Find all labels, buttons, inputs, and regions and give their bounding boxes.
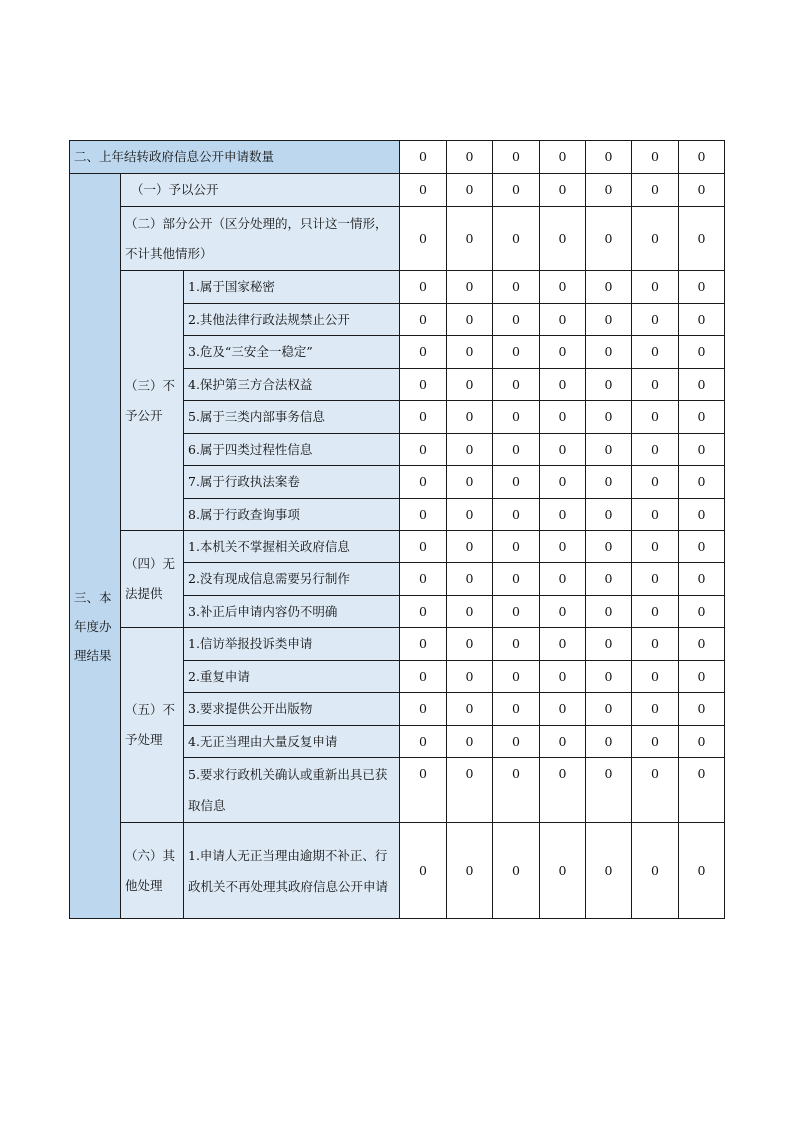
table-cell: 0 <box>540 401 586 434</box>
table-cell: 0 <box>632 304 679 336</box>
table-cell: 0 <box>679 304 725 336</box>
table-cell: 0 <box>679 141 725 174</box>
table-cell: 0 <box>632 271 679 304</box>
table-cell: 0 <box>586 336 632 369</box>
table-cell: 0 <box>447 304 493 336</box>
table-cell: 0 <box>447 499 493 531</box>
table-cell: 0 <box>679 336 725 369</box>
item-label: 5.属于三类内部事务信息 <box>184 401 400 434</box>
table-cell: 0 <box>632 207 679 271</box>
table-cell: 0 <box>540 628 586 661</box>
table-cell: 0 <box>540 271 586 304</box>
table-cell: 0 <box>540 563 586 596</box>
table-cell: 0 <box>447 693 493 726</box>
table-cell: 0 <box>447 207 493 271</box>
table-cell: 0 <box>447 628 493 661</box>
item-label: 3.要求提供公开出版物 <box>184 693 400 726</box>
table-cell: 0 <box>632 174 679 207</box>
table-cell: 0 <box>447 401 493 434</box>
table-cell: 0 <box>632 758 679 823</box>
table-cell: 0 <box>493 336 540 369</box>
table-cell: 0 <box>493 531 540 563</box>
table-cell: 0 <box>679 628 725 661</box>
table-cell: 0 <box>400 726 447 758</box>
table-cell: 0 <box>632 369 679 401</box>
table-cell: 0 <box>632 434 679 466</box>
table-cell: 0 <box>493 596 540 628</box>
table-cell: 0 <box>679 499 725 531</box>
table-cell: 0 <box>586 207 632 271</box>
table-cell: 0 <box>679 369 725 401</box>
table-row <box>70 823 725 919</box>
table-cell: 0 <box>540 661 586 693</box>
table-cell: 0 <box>400 141 447 174</box>
table-row <box>70 628 725 661</box>
table-cell: 0 <box>400 271 447 304</box>
table-cell: 0 <box>679 531 725 563</box>
item-label: 1.信访举报投诉类申请 <box>184 628 400 661</box>
table-cell: 0 <box>400 596 447 628</box>
table-cell: 0 <box>679 466 725 499</box>
table-cell: 0 <box>586 141 632 174</box>
row-label: （一）予以公开 <box>121 174 400 207</box>
table-row <box>70 207 725 271</box>
table-cell: 0 <box>540 304 586 336</box>
table-cell: 0 <box>400 336 447 369</box>
item-label: 2.其他法律行政法规禁止公开 <box>184 304 400 336</box>
table-cell: 0 <box>540 207 586 271</box>
item-label: 4.保护第三方合法权益 <box>184 369 400 401</box>
item-label: 2.没有现成信息需要另行制作 <box>184 563 400 596</box>
table-cell: 0 <box>632 466 679 499</box>
table-cell: 0 <box>540 336 586 369</box>
item-label: 2.重复申请 <box>184 661 400 693</box>
table-cell: 0 <box>540 531 586 563</box>
table-cell: 0 <box>447 726 493 758</box>
table-cell: 0 <box>400 693 447 726</box>
table-cell: 0 <box>400 499 447 531</box>
table-cell: 0 <box>540 823 586 919</box>
table-cell: 0 <box>447 141 493 174</box>
table-cell: 0 <box>400 401 447 434</box>
table-cell: 0 <box>540 693 586 726</box>
table-cell: 0 <box>632 661 679 693</box>
table-cell: 0 <box>400 823 447 919</box>
table-cell: 0 <box>679 271 725 304</box>
table-cell: 0 <box>447 336 493 369</box>
item-label: 1.申请人无正当理由逾期不补正、行政机关不再处理其政府信息公开申请 <box>184 823 400 919</box>
table-cell: 0 <box>493 693 540 726</box>
table-row <box>70 271 725 304</box>
table-cell: 0 <box>447 661 493 693</box>
group-label: （六）其他处理 <box>121 823 184 919</box>
table-cell: 0 <box>447 271 493 304</box>
table-cell: 0 <box>493 499 540 531</box>
item-label: 4.无正当理由大量反复申请 <box>184 726 400 758</box>
table-cell: 0 <box>679 758 725 823</box>
table-cell: 0 <box>632 563 679 596</box>
row-label: （二）部分公开（区分处理的，只计这一情形，不计其他情形） <box>121 207 400 271</box>
item-label: 5.要求行政机关确认或重新出具已获取信息 <box>184 758 400 823</box>
table-cell: 0 <box>400 434 447 466</box>
table-cell: 0 <box>493 466 540 499</box>
table-cell: 0 <box>493 141 540 174</box>
table-cell: 0 <box>400 207 447 271</box>
item-label: 1.本机关不掌握相关政府信息 <box>184 531 400 563</box>
table-cell: 0 <box>493 401 540 434</box>
table-cell: 0 <box>679 823 725 919</box>
table-cell: 0 <box>493 271 540 304</box>
item-label: 7.属于行政执法案卷 <box>184 466 400 499</box>
table-cell: 0 <box>400 304 447 336</box>
item-label: 8.属于行政查询事项 <box>184 499 400 531</box>
table-cell: 0 <box>632 531 679 563</box>
table-cell: 0 <box>540 174 586 207</box>
table-cell: 0 <box>586 563 632 596</box>
table-cell: 0 <box>679 661 725 693</box>
table-cell: 0 <box>679 693 725 726</box>
table-cell: 0 <box>632 628 679 661</box>
table-cell: 0 <box>540 758 586 823</box>
table-cell: 0 <box>679 596 725 628</box>
table-cell: 0 <box>586 434 632 466</box>
table-cell: 0 <box>632 823 679 919</box>
table-cell: 0 <box>586 596 632 628</box>
table-cell: 0 <box>400 563 447 596</box>
table-cell: 0 <box>493 661 540 693</box>
table-cell: 0 <box>400 758 447 823</box>
table-row <box>70 531 725 563</box>
group-label: （四）无法提供 <box>121 531 184 628</box>
table-cell: 0 <box>493 823 540 919</box>
table-cell: 0 <box>586 628 632 661</box>
table-cell: 0 <box>493 628 540 661</box>
table-cell: 0 <box>540 434 586 466</box>
group-label: （三）不予公开 <box>121 271 184 531</box>
table-cell: 0 <box>586 271 632 304</box>
table-cell: 0 <box>400 369 447 401</box>
table-cell: 0 <box>447 823 493 919</box>
table-cell: 0 <box>586 726 632 758</box>
table-cell: 0 <box>447 563 493 596</box>
table-cell: 0 <box>493 174 540 207</box>
item-label: 3.危及“三安全一稳定” <box>184 336 400 369</box>
table-cell: 0 <box>400 661 447 693</box>
table-cell: 0 <box>632 596 679 628</box>
table-cell: 0 <box>586 499 632 531</box>
table-cell: 0 <box>400 628 447 661</box>
item-label: 3.补正后申请内容仍不明确 <box>184 596 400 628</box>
table-cell: 0 <box>400 466 447 499</box>
table-cell: 0 <box>447 434 493 466</box>
table-cell: 0 <box>540 726 586 758</box>
table-cell: 0 <box>447 466 493 499</box>
table-row <box>70 174 725 207</box>
table-cell: 0 <box>586 466 632 499</box>
results-label: 三、本年度办理结果 <box>70 174 121 919</box>
table-cell: 0 <box>586 693 632 726</box>
table-cell: 0 <box>632 141 679 174</box>
table-cell: 0 <box>679 207 725 271</box>
table-cell: 0 <box>632 336 679 369</box>
table-cell: 0 <box>586 369 632 401</box>
carryover-label: 二、上年结转政府信息公开申请数量 <box>70 141 400 174</box>
table-cell: 0 <box>400 174 447 207</box>
table-cell: 0 <box>540 466 586 499</box>
table-cell: 0 <box>447 174 493 207</box>
table-cell: 0 <box>586 304 632 336</box>
table-cell: 0 <box>632 726 679 758</box>
statistics-table <box>69 140 725 919</box>
table-cell: 0 <box>493 434 540 466</box>
table-cell: 0 <box>586 823 632 919</box>
table-cell: 0 <box>493 758 540 823</box>
table-cell: 0 <box>586 401 632 434</box>
table-cell: 0 <box>400 531 447 563</box>
table-cell: 0 <box>632 693 679 726</box>
table-cell: 0 <box>540 596 586 628</box>
table-cell: 0 <box>632 499 679 531</box>
table-cell: 0 <box>540 369 586 401</box>
group-label: （五）不予处理 <box>121 628 184 823</box>
table-cell: 0 <box>679 434 725 466</box>
table-cell: 0 <box>679 726 725 758</box>
table-cell: 0 <box>493 207 540 271</box>
table-cell: 0 <box>447 596 493 628</box>
table-cell: 0 <box>679 563 725 596</box>
table-cell: 0 <box>493 369 540 401</box>
table-cell: 0 <box>632 401 679 434</box>
table-cell: 0 <box>586 531 632 563</box>
table-cell: 0 <box>679 401 725 434</box>
table-cell: 0 <box>493 563 540 596</box>
table-cell: 0 <box>586 661 632 693</box>
table-cell: 0 <box>679 174 725 207</box>
table-cell: 0 <box>447 758 493 823</box>
table-cell: 0 <box>586 758 632 823</box>
table-cell: 0 <box>447 369 493 401</box>
table-cell: 0 <box>493 726 540 758</box>
table-cell: 0 <box>586 174 632 207</box>
item-label: 6.属于四类过程性信息 <box>184 434 400 466</box>
table-cell: 0 <box>493 304 540 336</box>
carryover-row <box>70 141 725 174</box>
item-label: 1.属于国家秘密 <box>184 271 400 304</box>
table-cell: 0 <box>447 531 493 563</box>
table-cell: 0 <box>540 499 586 531</box>
table-cell: 0 <box>540 141 586 174</box>
